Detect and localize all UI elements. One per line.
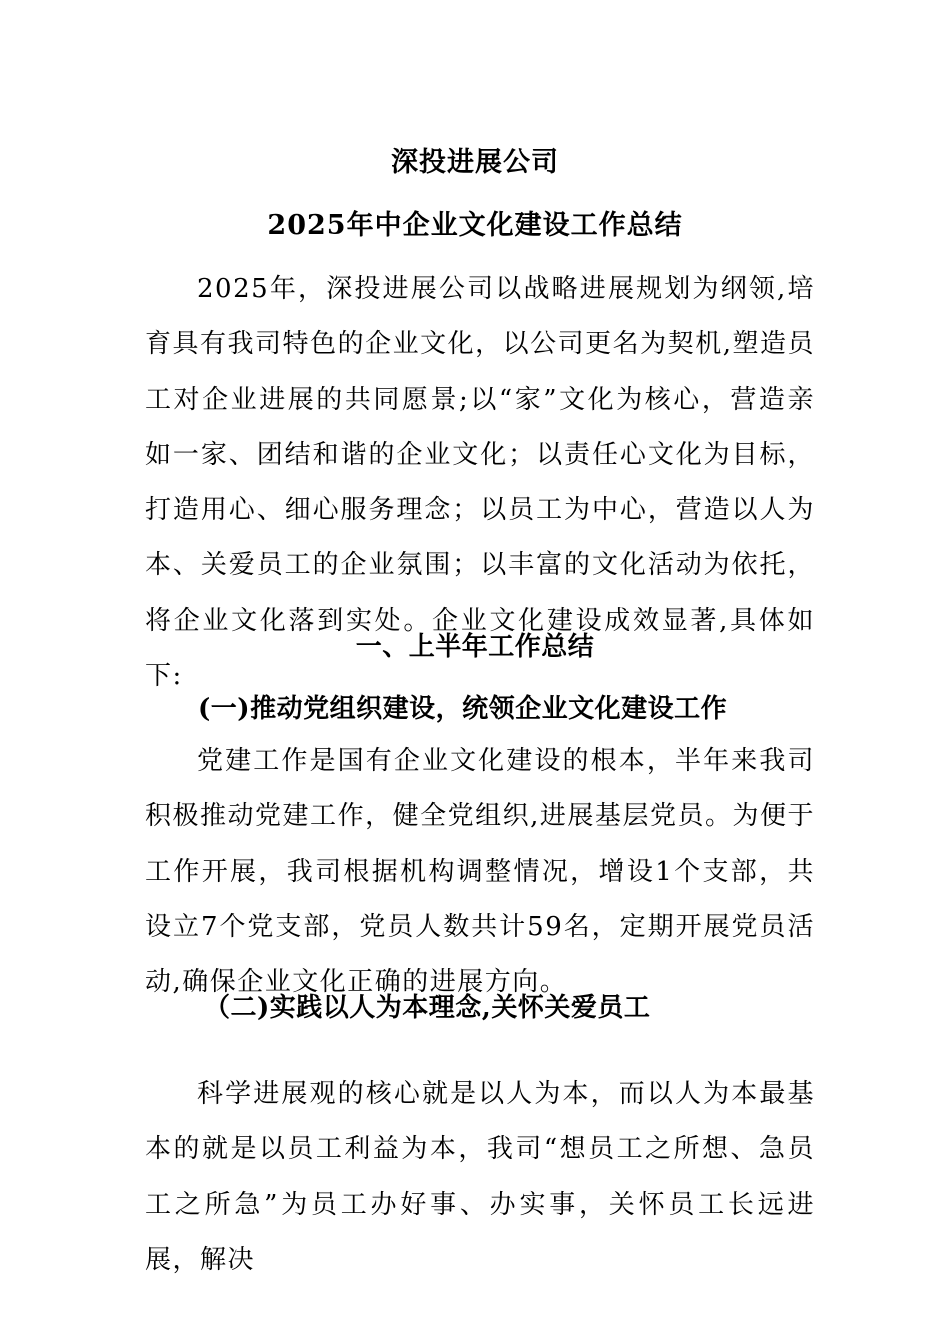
intro-paragraph: 2025年，深投进展公司以战略进展规划为纲领,培育具有我司特色的企业文化，以公司更名为契机,塑造员工对企业进展的共同愿景;以“家”文化为核心，营造亲如一家、团结和谐的企业文化；以责任心文化为目标，打造用心、细心服务理念；以员工为中心，营造以人为本、关爱员工的企业氛围；以丰富的文化活动为依托，将企业文化落到实处。企业文化建设成效显著,具体如下:: [145, 274, 815, 692]
subsection-1-heading: (一)推动党组织建设，统领企业文化建设工作: [198, 694, 728, 724]
subsection-2-heading: （二)实践以人为本理念,关怀关爱员工: [204, 993, 651, 1023]
subsection-2-paragraph: 科学进展观的核心就是以人为本，而以人为本最基本的就是以员工利益为本，我司“想员工之所想、急员工之所急”为员工办好事、办实事，关怀员工长远进展，解决: [145, 1079, 815, 1275]
report-title: 2025年中企业文化建设工作总结: [267, 210, 683, 241]
subsection-1-paragraph: 党建工作是国有企业文化建设的根本，半年来我司积极推动党建工作，健全党组织,进展基层党员。为便于工作开展，我司根据机构调整情况，增设1个支部，共设立7个党支部，党员人数共计59名，定期开展党员活动,确保企业文化正确的进展方向。: [145, 746, 815, 998]
section-1-heading: 一、上半年工作总结: [355, 632, 595, 662]
company-title: 深投进展公司: [391, 147, 559, 178]
